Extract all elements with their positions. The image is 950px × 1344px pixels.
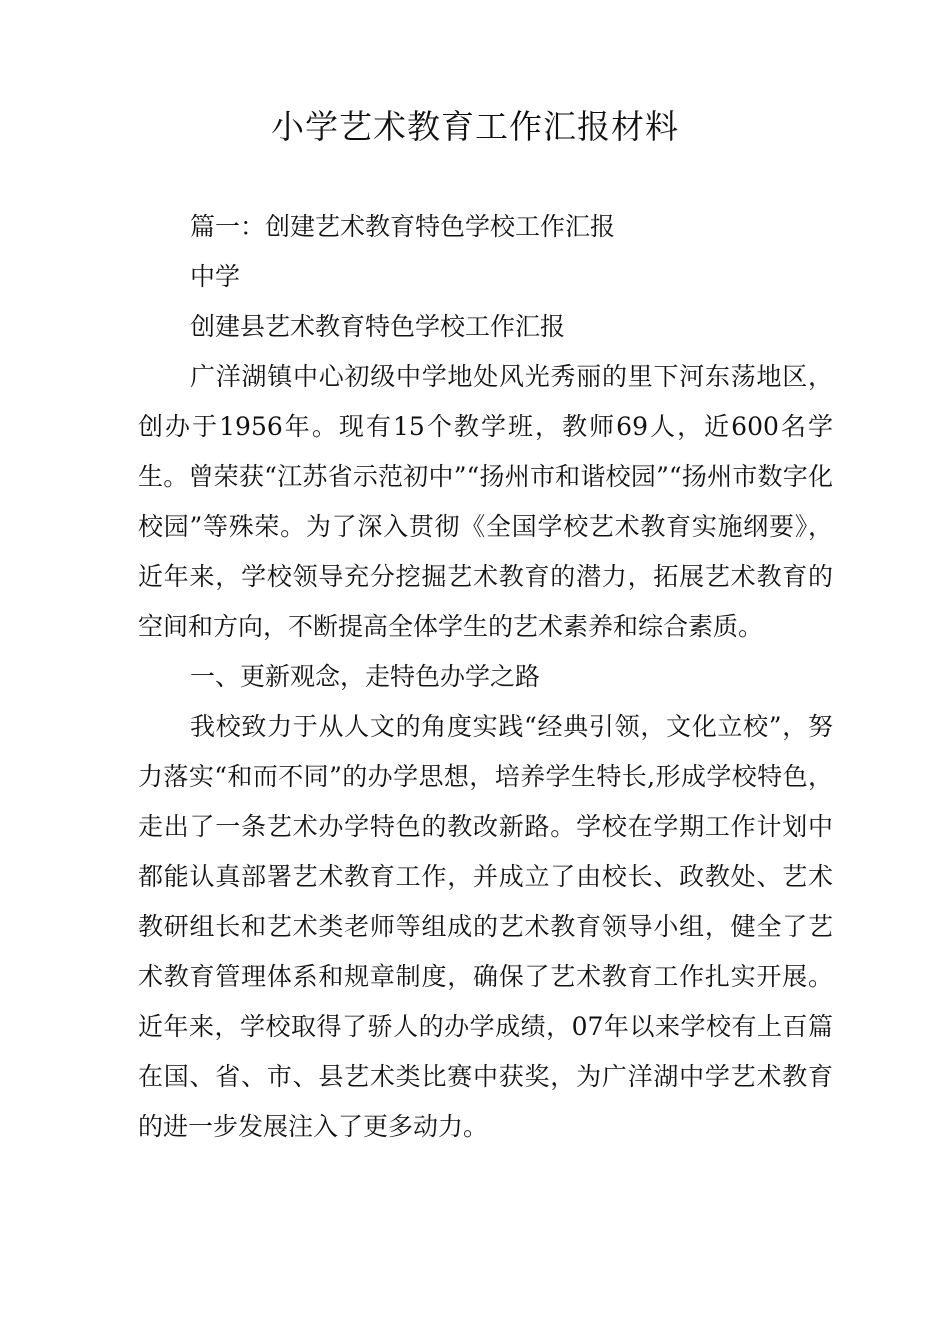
paragraph-section-heading: 篇一：创建艺术教育特色学校工作汇报	[190, 212, 616, 241]
paragraph-introduction: 广洋湖镇中心初级中学地处风光秀丽的里下河东荡地区，创办于1956年。现有15个教学班，教师69人，近600名学生。曾荣获“江苏省示范初中”“扬州市和谐校园”“扬州市数字化校园”等殊荣。为了深入贯彻《全国学校艺术教育实施纲要》，近年来，学校领导充分挖掘艺术教育的潜力，拓展艺术教育的空间和方向，不断提高全体学生的艺术素养和综合素质。	[138, 362, 833, 641]
document-body	[138, 202, 833, 1152]
paragraph-subheading-one: 一、更新观念，走特色办学之路	[190, 662, 541, 691]
paragraph-school-type: 中学	[190, 262, 241, 291]
paragraph-report-title: 创建县艺术教育特色学校工作汇报	[190, 312, 566, 341]
document-title: 小学艺术教育工作汇报材料	[271, 107, 679, 146]
paragraph-philosophy: 我校致力于从人文的角度实践“经典引领，文化立校”，努力落实“和而不同”的办学思想，培养学生特长,形成学校特色，走出了一条艺术办学特色的教改新路。学校在学期工作计划中都能认真部署艺术教育工作，并成立了由校长、政教处、艺术教研组长和艺术类老师等组成的艺术教育领导小组，健全了艺术教育管理体系和规章制度，确保了艺术教育工作扎实开展。近年来，学校取得了骄人的办学成绩，07年以来学校有上百篇在国、省、市、县艺术类比赛中获奖，为广洋湖中学艺术教育的进一步发展注入了更多动力。	[138, 712, 833, 1141]
